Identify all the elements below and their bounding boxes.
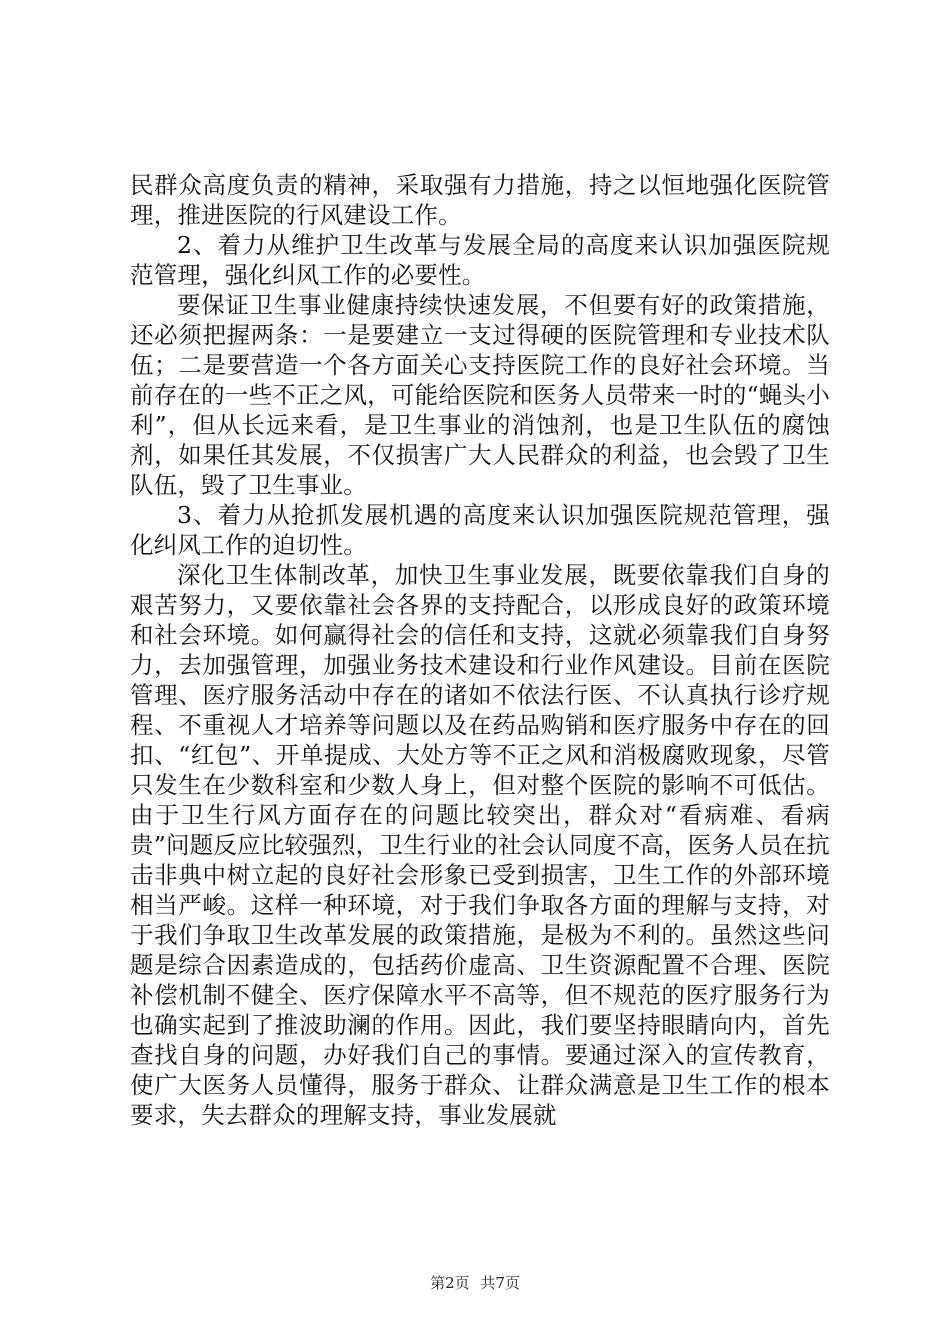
- paragraph-section-3-body: 深化卫生体制改革，加快卫生事业发展，既要依靠我们自身的艰苦努力，又要依靠社会各界的支持配合，以形成良好的政策环境和社会环境。如何赢得社会的信任和支持，这就必须靠我们自身努力，去加强管理，加强业务技术建设和行业作风建设。目前在医院管理、医疗服务活动中存在的诸如不依法行医、不认真执行诊疗规程、不重视人才培养等问题以及在药品购销和医疗服务中存在的回扣、“红包”、开单提成、大处方等不正之风和消极腐败现象，尽管只发生在少数科室和少数人身上，但对整个医院的影响不可低估。由于卫生行风方面存在的问题比较突出，群众对“看病难、看病贵”问题反应比较强烈，卫生行业的社会认同度不高，医务人员在抗击非典中树立起的良好社会形象已受到损害，卫生工作的外部环境相当严峻。这样一种环境，对于我们争取各方面的理解与支持，对于我们争取卫生改革发展的政策措施，是极为不利的。虽然这些问题是综合因素造成的，包括药价虚高、卫生资源配置不合理、医院补偿机制不健全、医疗保障水平不高等，但不规范的医疗服务行为也确实起到了推波助澜的作用。因此，我们要坚持眼睛向内，首先查找自身的问题，办好我们自己的事情。要通过深入的宣传教育，使广大医务人员懂得，服务于群众、让群众满意是卫生工作的根本要求，失去群众的理解支持，事业发展就: [130, 561, 830, 1129]
- paragraph-section-2-body: 要保证卫生事业健康持续快速发展，不但要有好的政策措施，还必须把握两条：一是要建立一支过得硬的医院管理和专业技术队伍；二是要营造一个各方面关心支持医院工作的良好社会环境。当前存在的一些不正之风，可能给医院和医务人员带来一时的“蝇头小利”，但从长远来看，是卫生事业的消蚀剂，也是卫生队伍的腐蚀剂，如果任其发展，不仅损害广大人民群众的利益，也会毁了卫生队伍，毁了卫生事业。: [130, 291, 830, 499]
- paragraph-section-3-heading: 3、着力从抢抓发展机遇的高度来认识加强医院规范管理，强化纠风工作的迫切性。: [130, 501, 830, 559]
- document-body: [130, 170, 830, 1130]
- page-footer: [0, 1272, 950, 1293]
- paragraph-continuation: 民群众高度负责的精神，采取强有力措施，持之以恒地强化医院管理，推进医院的行风建设工作。: [130, 171, 830, 229]
- page-number: 第2页: [430, 1274, 470, 1292]
- paragraph-section-2-heading: 2、着力从维护卫生改革与发展全局的高度来认识加强医院规范管理，强化纠风工作的必要性。: [130, 231, 830, 289]
- page-total: 共7页: [480, 1274, 520, 1292]
